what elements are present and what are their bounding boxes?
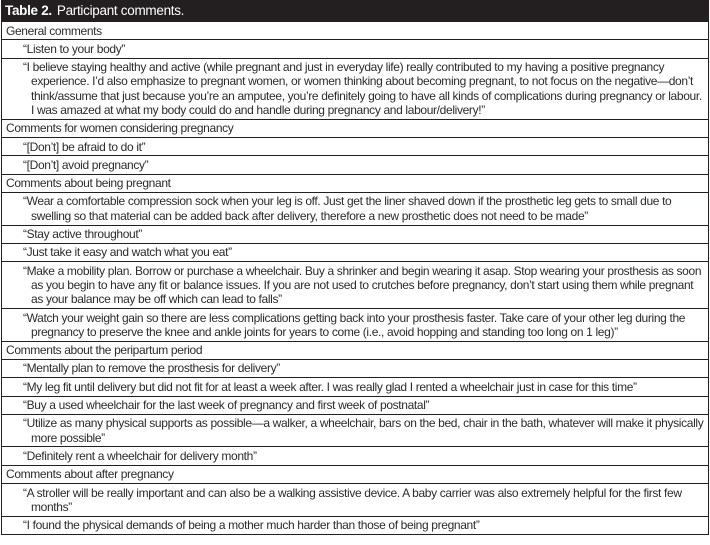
comment-row: “Listen to your body” xyxy=(1,40,709,58)
table-label: Table 2. xyxy=(5,3,52,18)
section-heading: Comments about after pregnancy xyxy=(1,466,709,484)
comment-row: “Utilize as many physical supports as possible—a walker, a wheelchair, bars on the bed, chair in the bath, whatever will make it physically more possible” xyxy=(1,415,709,448)
section-heading: General comments xyxy=(1,22,709,40)
table-body xyxy=(1,22,709,535)
table-caption xyxy=(1,0,709,22)
comment-row: “A stroller will be really important and can also be a walking assistive device. A baby carrier was also extremely helpful for the first few months” xyxy=(1,484,709,517)
comment-row: “My leg fit until delivery but did not fit for at least a week after. I was really glad I rented a wheelchair just in case for this time” xyxy=(1,378,709,396)
comment-row: “Wear a comfortable compression sock when your leg is off. Just get the liner shaved down if the prosthetic leg gets to small due to swelling so that material can be added back after delivery, therefore a new prosthetic does not need to be made” xyxy=(1,193,709,226)
comment-row: “Mentally plan to remove the prosthesis for delivery” xyxy=(1,360,709,378)
comment-row: “[Don’t] avoid pregnancy” xyxy=(1,156,709,174)
section-heading: Comments for women considering pregnancy xyxy=(1,120,709,138)
comment-row: “I found the physical demands of being a mother much harder than those of being pregnant” xyxy=(1,517,709,535)
section-heading: Comments about being pregnant xyxy=(1,175,709,193)
comment-row: “I believe staying healthy and active (while pregnant and just in everyday life) really contributed to my having a positive pregnancy experience. I’d also emphasize to pregnant women, or women thinking about becoming pregnant, to not focus on the negative—don’t think/assume that just because you’re an amputee, you’re definitely going to have all kinds of complications during pregnancy or labour. I was amazed at what my body could do and handle during pregnancy and labour/delivery!” xyxy=(1,59,709,120)
comment-row: “Make a mobility plan. Borrow or purchase a wheelchair. Buy a shrinker and begin wearing it asap. Stop wearing your prosthesis as soon as you begin to have any fit or balance issues. If you are not used to crutches before pregnancy, don’t start using them while pregnant as your balance may be off which can lead to falls” xyxy=(1,262,709,309)
comment-row: “Just take it easy and watch what you eat” xyxy=(1,244,709,262)
comment-row: “Watch your weight gain so there are less complications getting back into your prosthesis faster. Take care of your other leg during the pregnancy to preserve the knee and ankle joints for years to come (i.e., avoid hopping and standing too long on 1 leg)” xyxy=(1,309,709,342)
comment-row: “Definitely rent a wheelchair for delivery month” xyxy=(1,447,709,465)
table-title: Participant comments. xyxy=(56,3,185,18)
comment-row: “[Don’t] be afraid to do it” xyxy=(1,138,709,156)
section-heading: Comments about the peripartum period xyxy=(1,342,709,360)
comment-row: “Stay active throughout” xyxy=(1,226,709,244)
participant-comments-table xyxy=(1,0,709,535)
comment-row: “Buy a used wheelchair for the last week of pregnancy and first week of postnatal” xyxy=(1,397,709,415)
